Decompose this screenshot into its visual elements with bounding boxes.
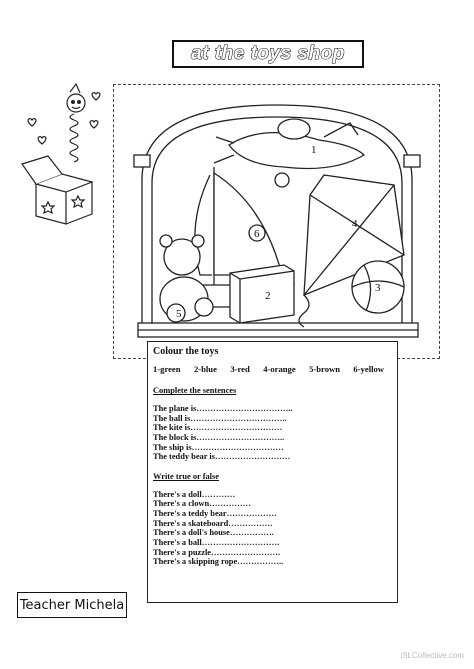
picture-number-6: 6: [254, 228, 260, 240]
toy-shop-picture: [113, 84, 440, 359]
true-false-sentence: There's a skateboard…………….: [153, 518, 273, 528]
toy-shop-drawing: [114, 85, 441, 360]
complete-sentence: The kite is……………………………: [153, 423, 283, 433]
complete-sentence: The ball is……………………………..: [153, 413, 287, 423]
jack-in-the-box-illustration: [14, 78, 104, 228]
title-box: [172, 40, 364, 68]
complete-sentence: The ship is……………………………: [153, 442, 284, 452]
colour-heading: Colour the toys: [153, 346, 219, 357]
true-false-sentence: There's a puzzle…………………….: [153, 547, 281, 557]
true-false-sentence: There's a clown……………: [153, 499, 252, 509]
colour-key-item: 5-brown: [309, 363, 340, 374]
true-false-sentence: There's a doll's house…………….: [153, 528, 274, 538]
worksheet-box: [147, 341, 398, 603]
site-watermark: iSLCollective.com: [400, 651, 464, 660]
colour-key-item: 1-green: [153, 363, 181, 374]
page-title: at the toys shop: [191, 43, 345, 64]
complete-sentence: The block is…………………………..: [153, 433, 285, 442]
colour-key-item: 6-yellow: [353, 363, 384, 374]
colour-key-item: 2-blue: [193, 363, 217, 374]
true-false-sentence: There's a skipping rope……………..: [153, 557, 284, 567]
picture-number-4: 4: [352, 218, 358, 230]
teacher-signature: Teacher Michela: [17, 592, 127, 618]
colour-key-item: 4-orange: [263, 363, 296, 374]
colour-key: [153, 365, 392, 375]
complete-heading: Complete the sentences: [153, 386, 237, 396]
picture-number-1: 1: [311, 144, 317, 156]
complete-sentence: The plane is……………………………..: [153, 404, 293, 414]
colour-key-item: 3-red: [230, 363, 250, 374]
true-false-sentence: There's a teddy bear………………: [153, 508, 277, 518]
true-false-heading: Write true or false: [153, 471, 219, 481]
true-false-sentence: There's a doll…………: [153, 489, 236, 499]
true-false-sentence: There's a ball……………………….: [153, 537, 280, 547]
picture-number-3: 3: [375, 282, 381, 294]
picture-number-2: 2: [265, 290, 271, 302]
complete-sentence: The teddy bear is………………………: [153, 452, 291, 462]
picture-number-5: 5: [176, 308, 182, 320]
